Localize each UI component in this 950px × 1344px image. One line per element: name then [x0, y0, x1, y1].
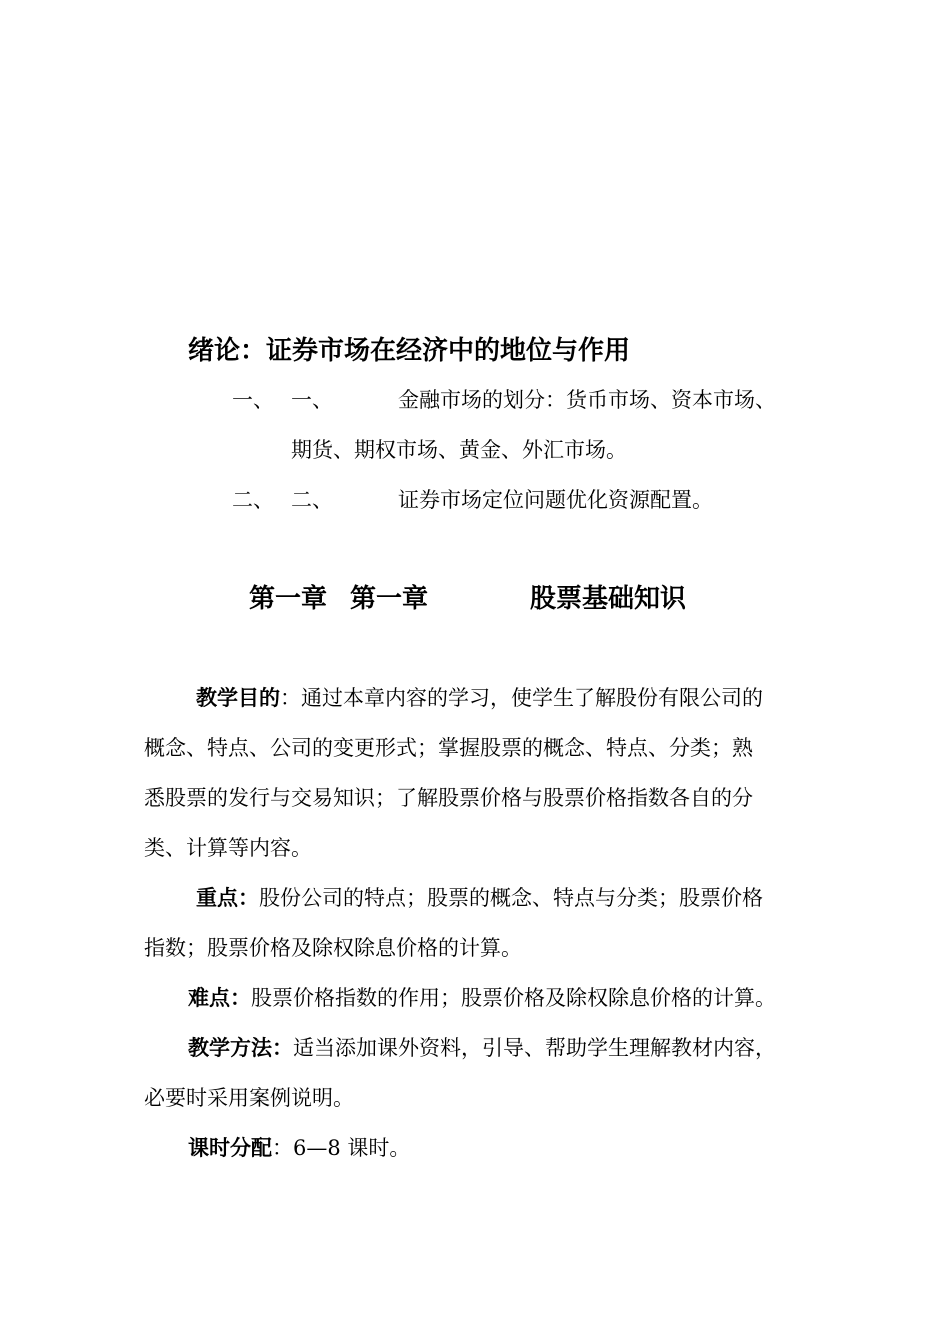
key-points-label: 重点: [196, 885, 238, 910]
hours-colon: ：: [272, 1136, 293, 1160]
methods-line1: [188, 1033, 776, 1063]
objectives-text-line1: 通过本章内容的学习，使学生了解股份有限公司的: [301, 686, 763, 710]
difficulties-label: 难点: [188, 985, 230, 1010]
intro-item1-number: 一、: [232, 388, 274, 412]
difficulties-line1: [188, 983, 776, 1013]
intro-item2-text: 证券市场定位问题优化资源配置。: [398, 488, 713, 512]
methods-line2: 必要时采用案例说明。: [144, 1086, 354, 1110]
objectives-line1: [196, 683, 763, 713]
objectives-line2: 概念、特点、公司的变更形式；掌握股票的概念、特点、分类；熟: [144, 736, 753, 760]
objectives-colon: ：: [280, 686, 301, 710]
key-points-text-line1: 股份公司的特点；股票的概念、特点与分类；股票价格: [259, 886, 763, 910]
chapter-title: 股票基础知识: [530, 584, 687, 614]
hours-line: [188, 1133, 410, 1163]
intro-item1-text-line1: 金融市场的划分：货币市场、资本市场、: [398, 388, 776, 412]
methods-text-line1: 适当添加课外资料，引导、帮助学生理解教材内容，: [293, 1036, 776, 1060]
hours-text: 6—8 课时。: [293, 1136, 411, 1160]
key-points-line2: 指数；股票价格及除权除息价格的计算。: [144, 936, 522, 960]
chapter-label: 第一章: [249, 584, 328, 614]
difficulties-colon: ：: [230, 985, 251, 1010]
intro-title: 绪论：证券市场在经济中的地位与作用: [188, 336, 631, 366]
difficulties-text: 股票价格指数的作用；股票价格及除权除息价格的计算。: [251, 986, 776, 1010]
intro-item1-number-repeat: 一、: [291, 388, 333, 412]
intro-item2-number-repeat: 二、: [291, 488, 333, 512]
key-points-line1: [196, 883, 763, 913]
objectives-label: 教学目的: [196, 685, 280, 710]
methods-label: 教学方法: [188, 1035, 272, 1060]
objectives-line3: 悉股票的发行与交易知识；了解股票价格与股票价格指数各自的分: [144, 786, 753, 810]
chapter-label-repeat: 第一章: [350, 584, 429, 614]
intro-item2-number: 二、: [232, 488, 274, 512]
methods-colon: ：: [272, 1035, 293, 1060]
hours-label: 课时分配: [188, 1135, 272, 1160]
intro-item1-text-line2: 期货、期权市场、黄金、外汇市场。: [291, 438, 627, 462]
key-points-colon: ：: [238, 885, 259, 910]
objectives-line4: 类、计算等内容。: [144, 836, 312, 860]
